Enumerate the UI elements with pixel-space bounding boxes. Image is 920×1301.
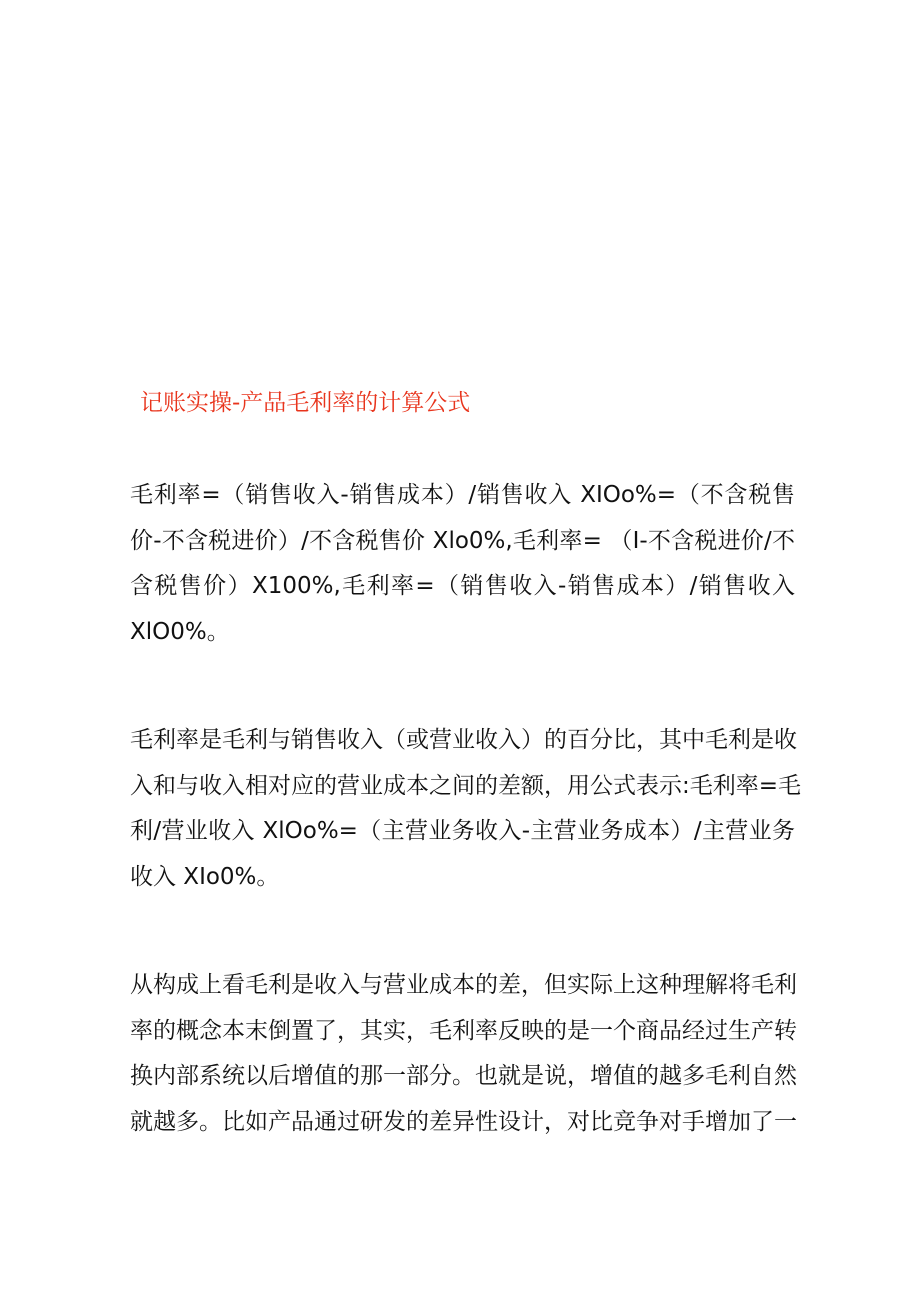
- paragraph-line: 换内部系统以后增值的那一部分。也就是说，增值的越多毛利自然: [130, 1063, 797, 1089]
- paragraph-line: XlO0%。: [130, 618, 230, 645]
- paragraph-line: 毛利率是毛利与销售收入（或营业收入）的百分比，其中毛利是收: [130, 727, 797, 753]
- paragraph-line: 入和与收入相对应的营业成本之间的差额，用公式表示:毛利率=毛: [130, 772, 802, 799]
- paragraph-gross-margin-meaning: [130, 963, 795, 1145]
- paragraph-line: 就越多。比如产品通过研发的差异性设计，对比竞争对手增加了一: [130, 1108, 797, 1135]
- paragraph-line: 利/营业收入 XlOo%=（主营业务收入-主营业务成本）/主营业务: [130, 818, 795, 844]
- paragraph-line: 率的概念本末倒置了，其实，毛利率反映的是一个商品经过生产转: [130, 1017, 797, 1044]
- paragraph-line: 从构成上看毛利是收入与营业成本的差，但实际上这种理解将毛利: [130, 972, 797, 998]
- paragraph-gross-margin-formulas: [130, 473, 795, 655]
- paragraph-line: 收入 XIo0%。: [130, 863, 280, 890]
- paragraph-line: 毛利率=（销售收入-销售成本）/销售收入 XIOo%=（不含税售: [130, 482, 795, 508]
- paragraph-line: 价-不含税进价）/不含税售价 Xlo0%,毛利率= （I-不含税进价/不: [130, 527, 795, 554]
- document-title: 记账实操-产品毛利率的计算公式: [140, 390, 471, 416]
- paragraph-line: 含税售价）X100%,毛利率=（销售收入-销售成本）/销售收入: [130, 573, 795, 599]
- paragraph-gross-margin-definition: [130, 718, 802, 900]
